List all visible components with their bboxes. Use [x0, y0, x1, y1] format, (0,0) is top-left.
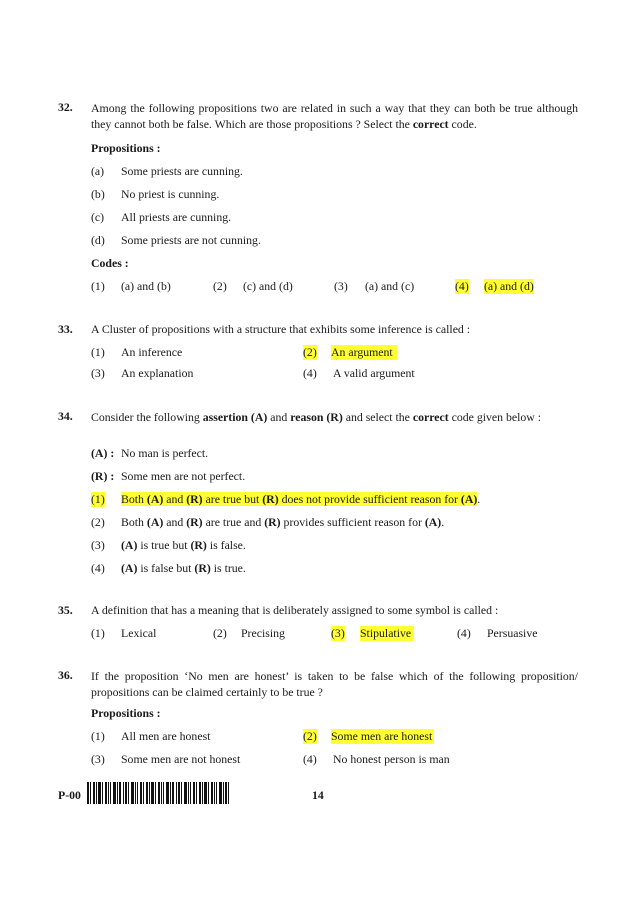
code-label: (2) [213, 279, 227, 293]
question-stem: A Cluster of propositions with a structure that exhibits some inference is called : [91, 322, 471, 336]
option-text: (A) is true but (R) is false. [121, 538, 246, 552]
question-stem: Consider the following assertion (A) and reason (R) and select the correct code given below : [91, 410, 542, 424]
option-text: A valid argument [333, 366, 415, 380]
question-stem: A definition that has a meaning that is deliberately assigned to some symbol is called : [91, 603, 499, 617]
option-label: (3) [91, 366, 105, 380]
option-label: (3) [91, 538, 105, 552]
question-stem: Among the following propositions two are related in such a way that they can both be true although they cannot both be false. Which are those propositions ? Select the correct code. [91, 101, 578, 131]
reason-label: (R) : [91, 469, 115, 483]
proposition-text: Some priests are not cunning. [121, 233, 261, 247]
option-text-highlighted: Some men are honest [331, 729, 433, 743]
option-text: Persuasive [487, 626, 538, 640]
option-label: (3) [91, 752, 105, 766]
option-text-highlighted: An argument [331, 345, 397, 360]
question-number: 35. [58, 603, 73, 617]
paper-code: P-00 [58, 788, 81, 802]
option-text: Both (A) and (R) are true and (R) provides sufficient reason for (A). [121, 515, 445, 529]
option-label: (2) [91, 515, 105, 529]
question-stem: If the proposition ‘No men are honest’ is taken to be false which of the following proposition/ propositions can be claimed certainly to be true ? [91, 669, 578, 699]
reason-text: Some men are not perfect. [121, 469, 246, 483]
option-label-highlighted: (1) [91, 492, 105, 506]
code-label: (3) [334, 279, 348, 293]
option-text: (A) is false but (R) is true. [121, 561, 246, 575]
code-text-highlighted: (a) and (d) [484, 279, 534, 293]
barcode-image [87, 782, 229, 804]
option-text: An inference [121, 345, 183, 359]
option-label-highlighted: (2) [303, 345, 317, 359]
question-number: 33. [58, 322, 73, 336]
code-label: (1) [91, 279, 105, 293]
proposition-text: All priests are cunning. [121, 210, 232, 224]
option-text-highlighted: Stipulative [360, 626, 414, 641]
option-text: Lexical [121, 626, 157, 640]
option-text: Precising [241, 626, 285, 640]
propositions-heading: Propositions : [91, 141, 161, 155]
option-label-highlighted: (3) [331, 626, 345, 640]
proposition-label: (a) [91, 164, 105, 178]
propositions-heading: Propositions : [91, 706, 161, 720]
option-label: (4) [91, 561, 105, 575]
question-number: 32. [58, 100, 73, 114]
codes-heading: Codes : [91, 256, 129, 270]
code-text: (c) and (d) [243, 279, 293, 293]
option-label-highlighted: (2) [303, 729, 317, 743]
option-text: Some men are not honest [121, 752, 241, 766]
option-label: (4) [457, 626, 471, 640]
code-text: (a) and (b) [121, 279, 171, 293]
code-text: (a) and (c) [365, 279, 415, 293]
proposition-text: Some priests are cunning. [121, 164, 243, 178]
page-number: 14 [312, 788, 324, 802]
option-label: (1) [91, 729, 105, 743]
proposition-label: (b) [91, 187, 105, 201]
option-label: (4) [303, 752, 317, 766]
option-label: (2) [213, 626, 227, 640]
option-label: (1) [91, 626, 105, 640]
option-text: An explanation [121, 366, 194, 380]
option-label: (4) [303, 366, 317, 380]
option-text: No honest person is man [333, 752, 450, 766]
option-text-highlighted: Both (A) and (R) are true but (R) does not provide sufficient reason for (A). [121, 492, 481, 506]
option-text: All men are honest [121, 729, 211, 743]
assertion-text: No man is perfect. [121, 446, 209, 460]
question-number: 34. [58, 409, 73, 423]
proposition-label: (d) [91, 233, 105, 247]
code-label-highlighted: (4) [455, 279, 469, 293]
proposition-text: No priest is cunning. [121, 187, 220, 201]
proposition-label: (c) [91, 210, 105, 224]
question-number: 36. [58, 668, 73, 682]
option-label: (1) [91, 345, 105, 359]
assertion-label: (A) : [91, 446, 115, 460]
